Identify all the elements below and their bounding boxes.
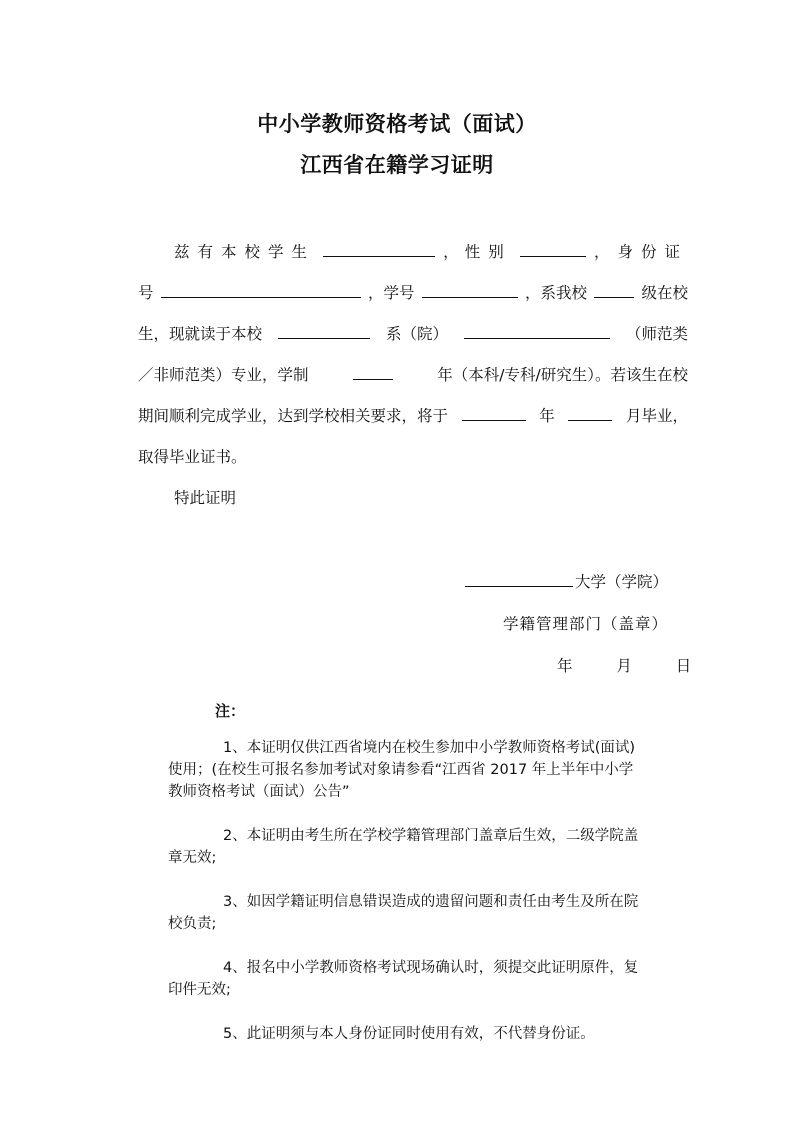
hereby-certify: 特此证明 [174, 489, 237, 507]
certificate-body [138, 232, 688, 519]
program-label: ／非师范类）专业，学制 [138, 366, 309, 384]
certificate-label: 取得毕业证书。 [138, 448, 247, 466]
university-name-blank[interactable] [465, 570, 573, 587]
date-month: 月 [616, 657, 632, 675]
month-label: 月毕业， [625, 407, 688, 425]
note-5: 5、此证明须与本人身份证同时使用有效，不代替身份证。 [223, 1026, 595, 1042]
sign-date [557, 654, 691, 676]
body-line-4 [138, 355, 688, 396]
body-line-6 [138, 437, 688, 478]
note-1: 1、本证明仅供江西省境内在校生参加中小学教师资格考试(面试) 使用；(在校生可报名参加考试对象请参看“江西省 2017 年上半年中小学 教师资格考试（面试）公告” [168, 740, 636, 800]
department-blank[interactable] [278, 322, 370, 339]
department-seal: 学籍管理部门（盖章） [503, 615, 669, 633]
comma: ， [443, 243, 459, 261]
year-label: 年 [539, 407, 555, 425]
notes-list [168, 737, 680, 1067]
degree-type-label: 年（本科/专科/研究生）。若该生在校 [437, 366, 688, 384]
university-signature [463, 570, 668, 592]
id-label-part2: 号 [138, 284, 154, 302]
student-number-label: ，学号 [367, 284, 415, 302]
university-label: 大学（学院） [575, 573, 669, 591]
grade-label: ，系我校 [524, 284, 587, 302]
graduation-label: 期间顺利完成学业，达到学校相关要求，将于 [138, 407, 449, 425]
grade-blank[interactable] [594, 281, 634, 298]
id-number-blank[interactable] [161, 281, 361, 298]
student-label: 兹有本校学生 [174, 243, 316, 261]
notes-title: 注： [215, 702, 246, 720]
studying-label: 生，现就读于本校 [138, 325, 263, 343]
title-line-2: 江西省在籍学习证明 [300, 153, 494, 177]
student-number-blank[interactable] [422, 281, 518, 298]
body-line-5 [138, 396, 688, 437]
date-year: 年 [557, 657, 573, 675]
graduation-year-blank[interactable] [462, 404, 526, 421]
date-day: 日 [675, 657, 692, 675]
id-label-part1: ，身份证 [593, 243, 688, 261]
body-line-2 [138, 273, 688, 314]
normal-type-label: （师范类 [625, 325, 688, 343]
body-line-3 [138, 314, 688, 355]
note-4: 4、报名中小学教师资格考试现场确认时，须提交此证明原件，复 印件无效; [168, 960, 639, 998]
duration-blank[interactable] [353, 363, 393, 380]
student-name-blank[interactable] [323, 240, 435, 257]
note-3: 3、如因学籍证明信息错误造成的遗留问题和责任由考生及所在院 校负责; [168, 894, 639, 932]
major-blank[interactable] [464, 322, 610, 339]
note-2: 2、本证明由考生所在学校学籍管理部门盖章后生效，二级学院盖 章无效; [168, 828, 639, 866]
graduation-month-blank[interactable] [568, 404, 612, 421]
enrolled-label: 级在校 [641, 284, 688, 302]
gender-label: 性别 [464, 243, 512, 261]
gender-blank[interactable] [520, 240, 586, 257]
body-line-1 [138, 232, 688, 273]
body-line-7 [138, 478, 688, 519]
title-line-1: 中小学教师资格考试（面试） [257, 112, 537, 136]
department-label: 系（院） [385, 325, 448, 343]
